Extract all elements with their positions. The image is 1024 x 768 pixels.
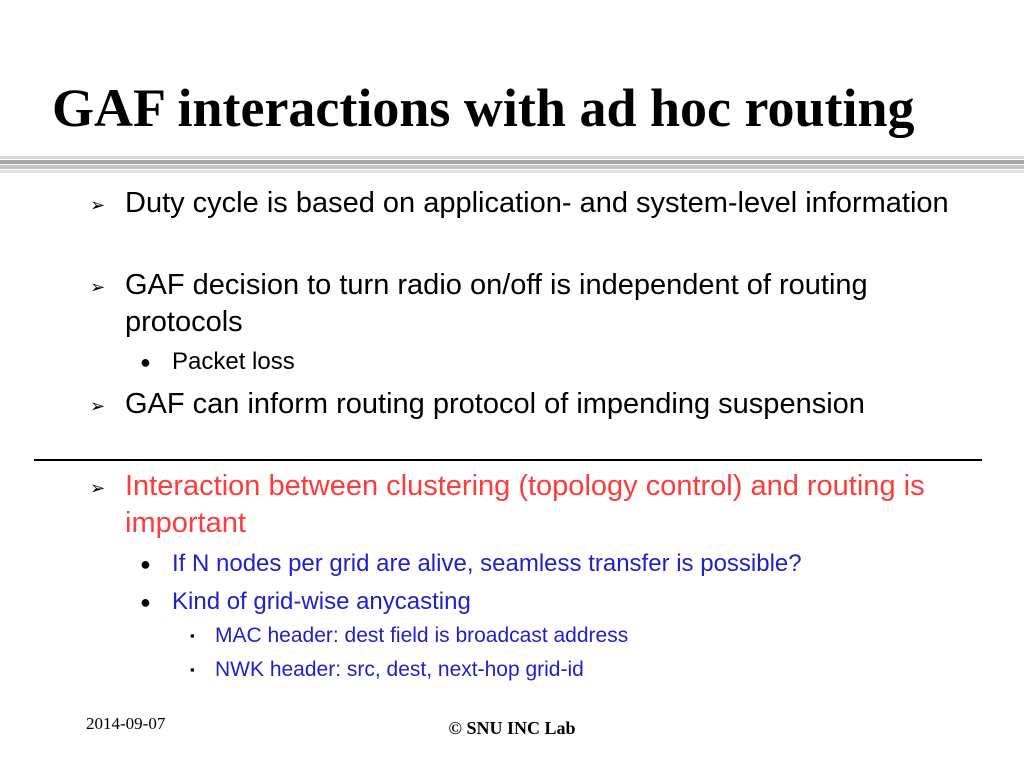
sub-bullet-text: If N nodes per grid are alive, seamless transfer is possible? xyxy=(172,550,802,577)
arrow-bullet-icon: ➢ xyxy=(90,478,106,498)
sub-bullet-item xyxy=(140,586,960,618)
bullet-item xyxy=(90,386,960,423)
dot-bullet-icon: ● xyxy=(140,554,151,574)
bullet-text: Interaction between clustering (topology control) and routing is important xyxy=(125,470,925,539)
sub-bullet-text: Kind of grid-wise anycasting xyxy=(172,588,471,615)
subsub-bullet-item xyxy=(190,656,960,684)
separator-line xyxy=(34,459,982,461)
bullet-item-highlight xyxy=(90,468,960,542)
sub-bullet-item xyxy=(140,346,960,378)
dot-bullet-icon: ● xyxy=(140,352,151,372)
arrow-bullet-icon: ➢ xyxy=(90,396,106,416)
arrow-bullet-icon: ➢ xyxy=(90,277,106,297)
subsub-bullet-item xyxy=(190,622,960,650)
square-bullet-icon: ▪ xyxy=(190,662,195,677)
bullet-text: Duty cycle is based on application- and system-level information xyxy=(125,187,949,219)
square-bullet-icon: ▪ xyxy=(190,628,195,643)
dot-bullet-icon: ● xyxy=(140,592,151,612)
slide-title: GAF interactions with ad hoc routing xyxy=(52,78,915,138)
sub-bullet-text: Packet loss xyxy=(172,348,295,375)
arrow-bullet-icon: ➢ xyxy=(90,195,106,215)
sub-bullet-item xyxy=(140,548,960,580)
footer-date: 2014-09-07 xyxy=(86,714,166,733)
subsub-bullet-text: MAC header: dest field is broadcast address xyxy=(215,624,629,647)
footer-copyright: © SNU INC Lab xyxy=(448,718,576,738)
bullet-item xyxy=(90,267,960,341)
subsub-bullet-text: NWK header: src, dest, next-hop grid-id xyxy=(215,658,584,681)
bullet-item xyxy=(90,185,960,222)
bullet-text: GAF can inform routing protocol of impending suspension xyxy=(125,388,865,420)
bullet-text: GAF decision to turn radio on/off is independent of routing protocols xyxy=(125,269,868,338)
